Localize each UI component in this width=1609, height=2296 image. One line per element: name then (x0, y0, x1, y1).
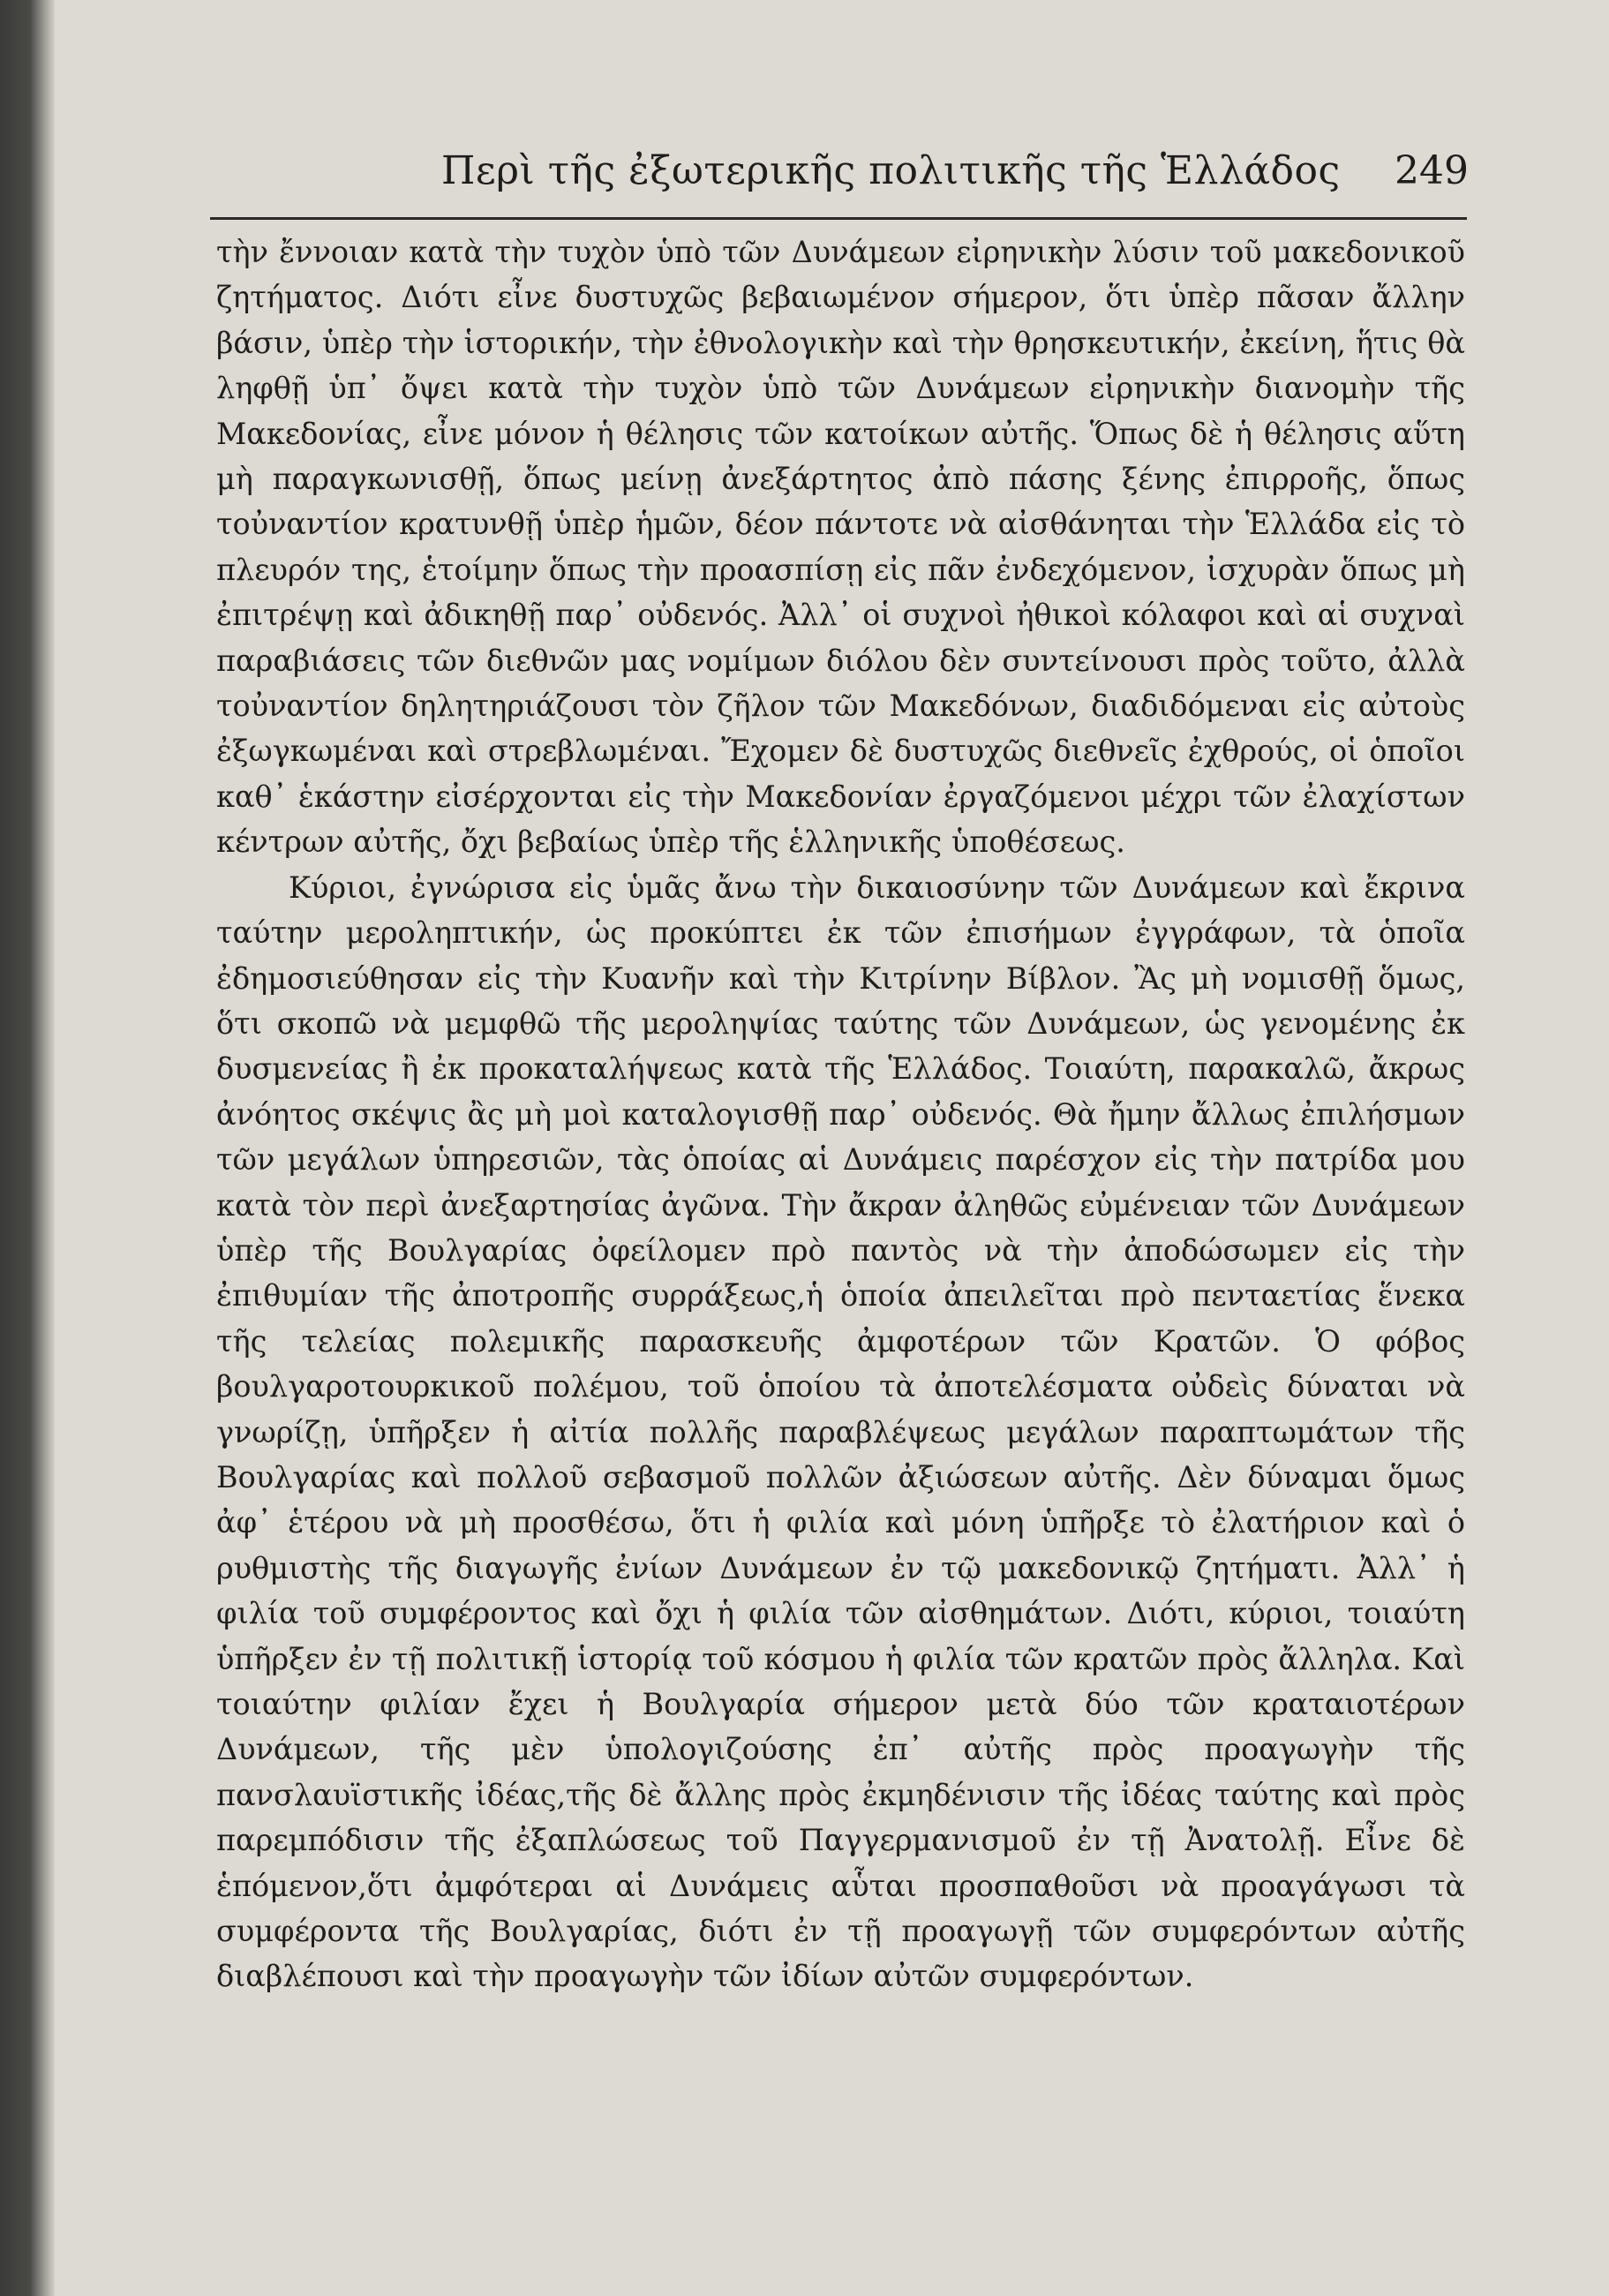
page-header (441, 148, 1474, 210)
running-title: Περὶ τῆς ἐξωτερικῆς πολιτικῆς τῆς Ἑλλάδος (441, 148, 1341, 193)
book-spine-shadow (0, 0, 55, 2296)
paragraph-1: τὴν ἔννοιαν κατὰ τὴν τυχὸν ὑπὸ τῶν Δυνάμεων εἰρηνικὴν λύσιν τοῦ μακεδονικοῦ ζητήματος. Διότι εἶνε δυστυχῶς βεβαιωμένον σήμερον, ὅτι ὑπὲρ πᾶσαν ἄλλην βάσιν, ὑπὲρ τὴν ἱστορικήν, τὴν ἐθνολογικὴν καὶ τὴν θρησκευτικήν, ἐκείνη, ἥτις θὰ ληφθῇ ὑπ᾿ ὄψει κατὰ τὴν τυχὸν ὑπὸ τῶν Δυνάμεων εἰρηνικὴν διανομὴν τῆς Μακεδονίας, εἶνε μόνον ἡ θέλησις τῶν κατοίκων αὐτῆς. Ὅπως δὲ ἡ θέλησις αὕτη μὴ παραγκωνισθῇ, ὅπως μείνῃ ἀνεξάρτητος ἀπὸ πάσης ξένης ἐπιρροῆς, ὅπως τοὐναντίον κρατυνθῇ ὑπὲρ ἡμῶν, δέον πάντοτε νὰ αἰσθάνηται τὴν Ἑλλάδα εἰς τὸ πλευρόν της, ἑτοίμην ὅπως τὴν προασπίσῃ εἰς πᾶν ἐνδεχόμενον, ἰσχυρὰν ὅπως μὴ ἐπιτρέψῃ καὶ ἀδικηθῇ παρ᾿ οὐδενός. Ἀλλ᾿ οἱ συχνοὶ ἠθικοὶ κόλαφοι καὶ αἱ συχναὶ παραβιάσεις τῶν διεθνῶν μας νομίμων διόλου δὲν συντείνουσι πρὸς τοῦτο, ἀλλὰ τοὐναντίον δηλητηριάζουσι τὸν ζῆλον τῶν Μακεδόνων, διαδιδόμεναι εἰς αὐτοὺς ἐξωγκωμέναι καὶ στρεβλωμέναι. Ἔχομεν δὲ δυστυχῶς διεθνεῖς ἐχθρούς, οἱ ὁποῖοι καθ᾿ ἑκάστην εἰσέρχονται εἰς τὴν Μακεδονίαν ἐργαζόμενοι μέχρι τῶν ἐλαχίστων κέντρων αὐτῆς, ὄχι βεβαίως ὑπὲρ τῆς ἑλληνικῆς ὑποθέσεως. (216, 235, 1465, 860)
paragraph-2: Κύριοι, ἐγνώρισα εἰς ὑμᾶς ἄνω τὴν δικαιοσύνην τῶν Δυνάμεων καὶ ἔκρινα ταύτην μεροληπτικήν, ὡς προκύπτει ἐκ τῶν ἐπισήμων ἐγγράφων, τὰ ὁποῖα ἐδημοσιεύθησαν εἰς τὴν Κυανῆν καὶ τὴν Κιτρίνην Βίβλον. Ἂς μὴ νομισθῇ ὅμως, ὅτι σκοπῶ νὰ μεμφθῶ τῆς μεροληψίας ταύτης τῶν Δυνάμεων, ὡς γενομένης ἐκ δυσμενείας ἢ ἐκ προκαταλήψεως κατὰ τῆς Ἑλλάδος. Τοιαύτη, παρακαλῶ, ἄκρως ἀνόητος σκέψις ἂς μὴ μοὶ καταλογισθῇ παρ᾿ οὐδενός. Θὰ ἤμην ἄλλως ἐπιλήσμων τῶν μεγάλων ὑπηρεσιῶν, τὰς ὁποίας αἱ Δυνάμεις παρέσχον εἰς τὴν πατρίδα μου κατὰ τὸν περὶ ἀνεξαρτησίας ἀγῶνα. Τὴν ἄκραν ἀληθῶς εὐμένειαν τῶν Δυνάμεων ὑπὲρ τῆς Βουλγαρίας ὀφείλομεν πρὸ παντὸς νὰ τὴν ἀποδώσωμεν εἰς τὴν ἐπιθυμίαν τῆς ἀποτροπῆς συρράξεως,ἡ ὁποία ἀπειλεῖται πρὸ πενταετίας ἕνεκα τῆς τελείας πολεμικῆς παρασκευῆς ἀμφοτέρων τῶν Κρατῶν. Ὁ φόβος βουλγαροτουρκικοῦ πολέμου, τοῦ ὁποίου τὰ ἀποτελέσματα οὐδεὶς δύναται νὰ γνωρίζῃ, ὑπῆρξεν ἡ αἰτία πολλῆς παραβλέψεως μεγάλων παραπτωμάτων τῆς Βουλγαρίας καὶ πολλοῦ σεβασμοῦ πολλῶν ἀξιώσεων αὐτῆς. Δὲν δύναμαι ὅμως ἀφ᾿ ἑτέρου νὰ μὴ προσθέσω, ὅτι ἡ φιλία καὶ μόνη ὑπῆρξε τὸ ἐλατήριον καὶ ὁ ρυθμιστὴς τῆς διαγωγῆς ἐνίων Δυνάμεων ἐν τῷ μακεδονικῷ ζητήματι. Ἀλλ᾿ ἡ φιλία τοῦ συμφέροντος καὶ ὄχι ἡ φιλία τῶν αἰσθημάτων. Διότι, κύριοι, τοιαύτη ὑπῆρξεν ἐν τῇ πολιτικῇ ἱστορίᾳ τοῦ κόσμου ἡ φιλία τῶν κρατῶν πρὸς ἄλληλα. Καὶ τοιαύτην φιλίαν ἔχει ἡ Βουλγαρία σήμερον μετὰ δύο τῶν κραταιοτέρων Δυνάμεων, τῆς μὲν ὑπολογιζούσης ἐπ᾿ αὐτῆς πρὸς προαγωγὴν τῆς πανσλαυϊστικῆς ἰδέας,τῆς δὲ ἄλλης πρὸς ἐκμηδένισιν τῆς ἰδέας ταύτης καὶ πρὸς παρεμπόδισιν τῆς ἐξαπλώσεως τοῦ Παγγερμανισμοῦ ἐν τῇ Ἀνατολῇ. Εἶνε δὲ ἑπόμενον,ὅτι ἀμφότεραι αἱ Δυνάμεις αὗται προσπαθοῦσι νὰ προαγάγωσι τὰ συμφέροντα τῆς Βουλγαρίας, διότι ἐν τῇ προαγωγῇ τῶν συμφερόντων αὐτῆς διαβλέπουσι καὶ τὴν προαγωγὴν τῶν ἰδίων αὐτῶν συμφερόντων. (216, 869, 1465, 1994)
page-number: 249 (1395, 148, 1469, 193)
page-body (216, 230, 1465, 1999)
header-rule (210, 217, 1467, 220)
